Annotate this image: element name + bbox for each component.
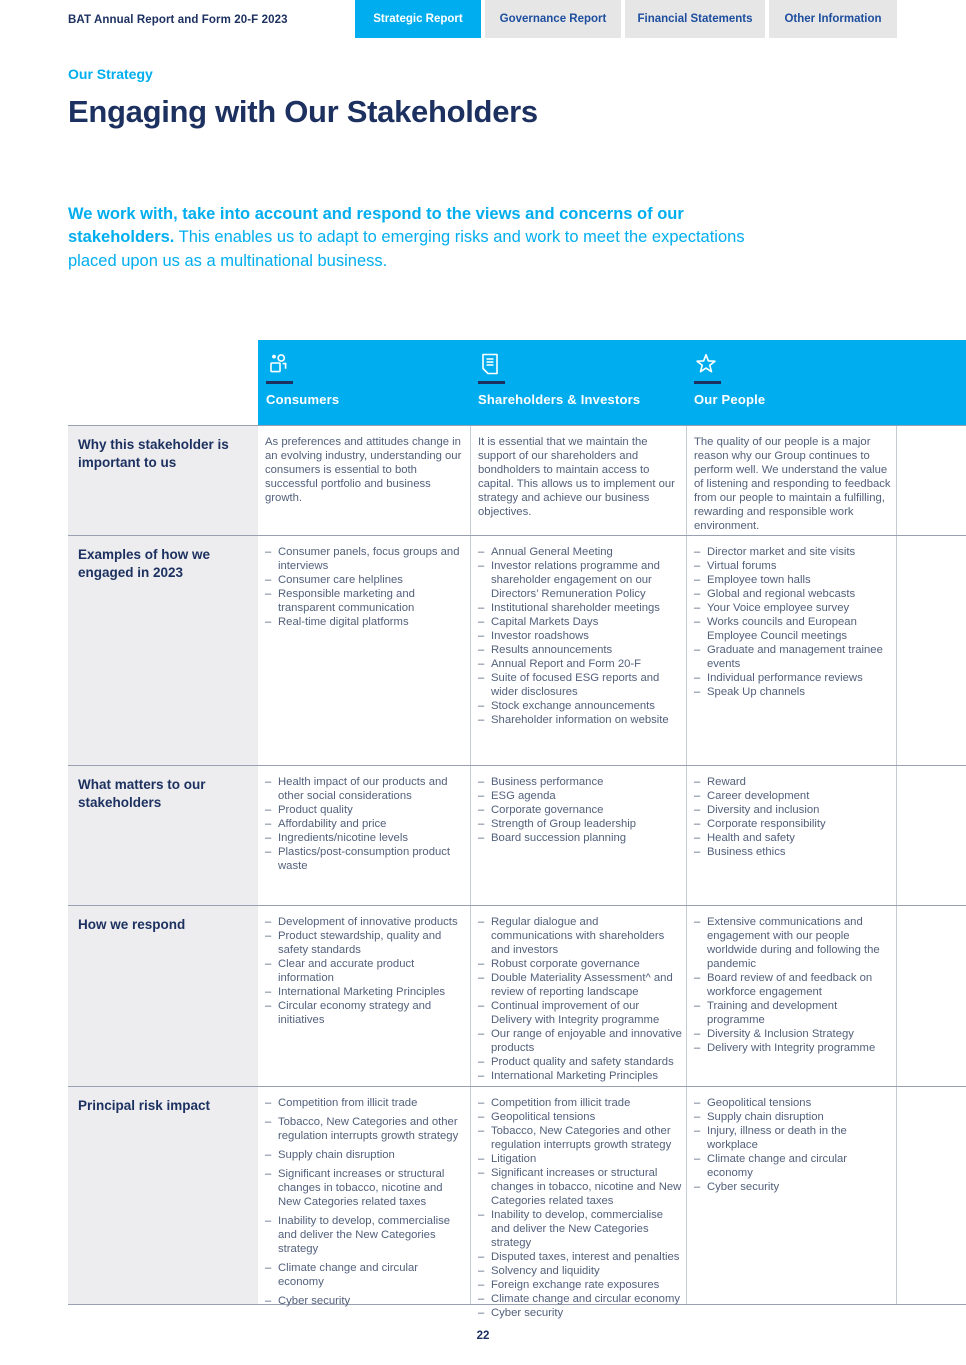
row-header: Principal risk impact (68, 1087, 258, 1304)
bullet-item: – Your Voice employee survey (694, 601, 892, 615)
bullet-item: – Injury, illness or death in the workplace (694, 1124, 892, 1152)
bullet-item: – Corporate responsibility (694, 817, 892, 831)
bullet-item: – Speak Up channels (694, 685, 892, 699)
bullet-list (265, 545, 466, 629)
bullet-list (694, 1096, 892, 1194)
bullet-item: – Climate change and circular economy (265, 1261, 466, 1289)
bullet-list (265, 915, 466, 1027)
bullet-item: – Ingredients/nicotine levels (265, 831, 466, 845)
bullet-item: – ESG agenda (478, 789, 682, 803)
cell-our-people: The quality of our people is a major reason why our Group continues to perform well. We understand the value of listening and responding to feedback from our people to maintain a fulfilling, rewarding and responsible work environment. (686, 426, 896, 535)
column-label-consumers: Consumers (266, 392, 340, 407)
bullet-item: – Employee town halls (694, 573, 892, 587)
bullet-item: – Reward (694, 775, 892, 789)
bullet-item: – Corporate governance (478, 803, 682, 817)
bullet-list (694, 915, 892, 1055)
table-row (68, 905, 966, 1086)
bullet-item: – Competition from illicit trade (478, 1096, 682, 1110)
cell-consumers: As preferences and attitudes change in an evolving industry, understanding our consumers is essential to both successful portfolio and business growth. (265, 436, 462, 504)
cell-continued (896, 766, 966, 905)
cell-continued (896, 1087, 966, 1304)
bullet-item: – Disputed taxes, interest and penalties (478, 1250, 682, 1264)
bullet-item: – Annual General Meeting (478, 545, 682, 559)
bullet-item: – Extensive communications and engagement with our people worldwide during and following the pandemic (694, 915, 892, 971)
cell-shareholders: It is essential that we maintain the support of our shareholders and bondholders to maintain access to capital. This allows us to implement our strategy and achieve our business objectives. (470, 426, 686, 535)
icon-underline (266, 381, 293, 384)
bullet-item: – Board succession planning (478, 831, 682, 845)
people-icon (266, 352, 470, 378)
cell-shareholders (470, 1087, 686, 1319)
bullet-item: – Shareholder information on website (478, 713, 682, 727)
bullet-item: – Investor relations programme and shareholder engagement on our Directors’ Remuneration Policy (478, 559, 682, 601)
column-label-our-people: Our People (694, 392, 766, 407)
page-footer (0, 1326, 966, 1344)
bullet-item: – Continual improvement of our Delivery with Integrity programme (478, 999, 682, 1027)
document-icon (478, 352, 686, 378)
table-row (68, 765, 966, 905)
cell-continued (896, 906, 966, 1086)
bullet-item: – Training and development programme (694, 999, 892, 1027)
bullet-item: – Competition from illicit trade (265, 1096, 466, 1110)
bullet-item: – Suite of focused ESG reports and wider disclosures (478, 671, 682, 699)
bullet-item: – Product quality and safety standards (478, 1055, 682, 1069)
bullet-item: – Our range of enjoyable and innovative products (478, 1027, 682, 1055)
table-header-spacer (68, 340, 258, 425)
intro-rest-text: This enables us to adapt to emerging risks and work to meet the expectations placed upon us as a multinational business. (68, 228, 745, 270)
bullet-item: – Supply chain disruption (265, 1148, 466, 1162)
cell-shareholders (470, 536, 686, 765)
bullet-item: – Litigation (478, 1152, 682, 1166)
bullet-item: – Foreign exchange rate exposures (478, 1278, 682, 1292)
bullet-item: – Development of innovative products (265, 915, 466, 929)
cell-our-people (686, 1087, 896, 1304)
star-icon (694, 352, 896, 378)
bullet-item: – Business performance (478, 775, 682, 789)
cell-our-people (686, 766, 896, 905)
bullet-item: – Robust corporate governance (478, 957, 682, 971)
row-header: What matters to our stakeholders (68, 766, 258, 905)
page-title: Engaging with Our Stakeholders (68, 94, 538, 129)
cell-consumers (258, 766, 470, 905)
stakeholder-table (68, 340, 966, 1319)
bullet-item: – Investor roadshows (478, 629, 682, 643)
section-label: Our Strategy (68, 66, 153, 82)
bullet-item: – Circular economy strategy and initiatives (265, 999, 466, 1027)
row-header: Why this stakeholder is important to us (68, 426, 258, 535)
tab-other-information[interactable]: Other Information (769, 0, 897, 38)
tab-financial-statements[interactable]: Financial Statements (625, 0, 765, 38)
bullet-list (478, 1096, 682, 1320)
bullet-item: – Annual Report and Form 20-F (478, 657, 682, 671)
cell-consumers (258, 536, 470, 765)
bullet-item: – Tobacco, New Categories and other regulation interrupts growth strategy (478, 1124, 682, 1152)
bullet-item: – Consumer panels, focus groups and interviews (265, 545, 466, 573)
bullet-item: – Climate change and circular economy (478, 1292, 682, 1306)
bullet-item: – International Marketing Principles (265, 985, 466, 999)
cell-continued (896, 426, 966, 535)
tab-governance-report[interactable]: Governance Report (485, 0, 621, 38)
icon-underline (478, 381, 505, 384)
bullet-item: – Clear and accurate product information (265, 957, 466, 985)
row-header: Examples of how we engaged in 2023 (68, 536, 258, 765)
bullet-item: – Product quality (265, 803, 466, 817)
table-row (68, 425, 966, 535)
bullet-item: – Institutional shareholder meetings (478, 601, 682, 615)
bullet-item: – Global and regional webcasts (694, 587, 892, 601)
bullet-list (694, 545, 892, 699)
bullet-item: – Responsible marketing and transparent communication (265, 587, 466, 615)
bullet-item: – Affordability and price (265, 817, 466, 831)
bullet-item: – Significant increases or structural changes in tobacco, nicotine and New Categories related taxes (265, 1167, 466, 1209)
bullet-item: – Board review of and feedback on workforce engagement (694, 971, 892, 999)
bullet-item: – Solvency and liquidity (478, 1264, 682, 1278)
bullet-item: – Cyber security (265, 1294, 466, 1308)
bullet-item: – Real-time digital platforms (265, 615, 466, 629)
column-header-continued (896, 340, 966, 425)
icon-underline (694, 381, 721, 384)
bullet-item: – Cyber security (694, 1180, 892, 1194)
bullet-list (478, 915, 682, 1083)
bullet-item: – Regular dialogue and communications with shareholders and investors (478, 915, 682, 957)
bullet-list (478, 545, 682, 727)
table-header-band (258, 340, 966, 425)
bullet-item: – Individual performance reviews (694, 671, 892, 685)
cell-continued (896, 536, 966, 765)
cell-consumers (258, 906, 470, 1086)
bullet-item: – Significant increases or structural changes in tobacco, nicotine and New Categories related taxes (478, 1166, 682, 1208)
bullet-item: – Geopolitical tensions (478, 1110, 682, 1124)
bullet-item: – Works councils and European Employee Council meetings (694, 615, 892, 643)
bullet-item: – International Marketing Principles (478, 1069, 682, 1083)
table-row (68, 1086, 966, 1319)
bullet-item: – Supply chain disruption (694, 1110, 892, 1124)
bullet-item: – Capital Markets Days (478, 615, 682, 629)
bullet-item: – Delivery with Integrity programme (694, 1041, 892, 1055)
bullet-item: – Consumer care helplines (265, 573, 466, 587)
bullet-item: – Business ethics (694, 845, 892, 859)
section-tabs (355, 0, 897, 38)
column-label-shareholders: Shareholders & Investors (478, 392, 641, 407)
bullet-item: – Strength of Group leadership (478, 817, 682, 831)
bullet-list (265, 775, 466, 873)
bullet-item: – Double Materiality Assessment^ and review of reporting landscape (478, 971, 682, 999)
cell-shareholders (470, 766, 686, 905)
bullet-list (265, 1096, 466, 1308)
bullet-item: – Diversity and inclusion (694, 803, 892, 817)
bullet-item: – Inability to develop, commercialise and deliver the New Categories strategy (478, 1208, 682, 1250)
column-header-our-people (686, 340, 896, 425)
bullet-item: – Plastics/post-consumption product waste (265, 845, 466, 873)
report-title: BAT Annual Report and Form 20-F 2023 (68, 14, 288, 26)
page-number: 22 (476, 1330, 490, 1342)
top-bar (0, 0, 966, 40)
bullet-item: – Product stewardship, quality and safety standards (265, 929, 466, 957)
bullet-list (478, 775, 682, 845)
table-row (68, 535, 966, 765)
cell-our-people (686, 536, 896, 765)
row-header: How we respond (68, 906, 258, 1086)
intro-paragraph (68, 203, 758, 273)
column-header-consumers (258, 340, 470, 425)
bullet-item: – Tobacco, New Categories and other regulation interrupts growth strategy (265, 1115, 466, 1143)
bullet-item: – Inability to develop, commercialise and deliver the New Categories strategy (265, 1214, 466, 1256)
bullet-item: – Results announcements (478, 643, 682, 657)
bullet-item: – Director market and site visits (694, 545, 892, 559)
bullet-item: – Virtual forums (694, 559, 892, 573)
table-header-row (68, 340, 966, 425)
bullet-item: – Stock exchange announcements (478, 699, 682, 713)
tab-strategic-report[interactable]: Strategic Report (355, 0, 481, 38)
bullet-list (694, 775, 892, 859)
intro-bold-text: We work with, take into account and respond to the views and concerns of our stakeholders. (68, 205, 684, 247)
bullet-item: – Climate change and circular economy (694, 1152, 892, 1180)
cell-our-people (686, 906, 896, 1086)
bullet-item: – Diversity & Inclusion Strategy (694, 1027, 892, 1041)
cell-consumers (258, 1087, 470, 1307)
cell-shareholders (470, 906, 686, 1086)
bullet-item: – Graduate and management trainee events (694, 643, 892, 671)
column-header-shareholders (470, 340, 686, 425)
bullet-item: – Cyber security (478, 1306, 682, 1320)
bullet-item: – Geopolitical tensions (694, 1096, 892, 1110)
bullet-item: – Health and safety (694, 831, 892, 845)
bullet-item: – Health impact of our products and other social considerations (265, 775, 466, 803)
bullet-item: – Career development (694, 789, 892, 803)
